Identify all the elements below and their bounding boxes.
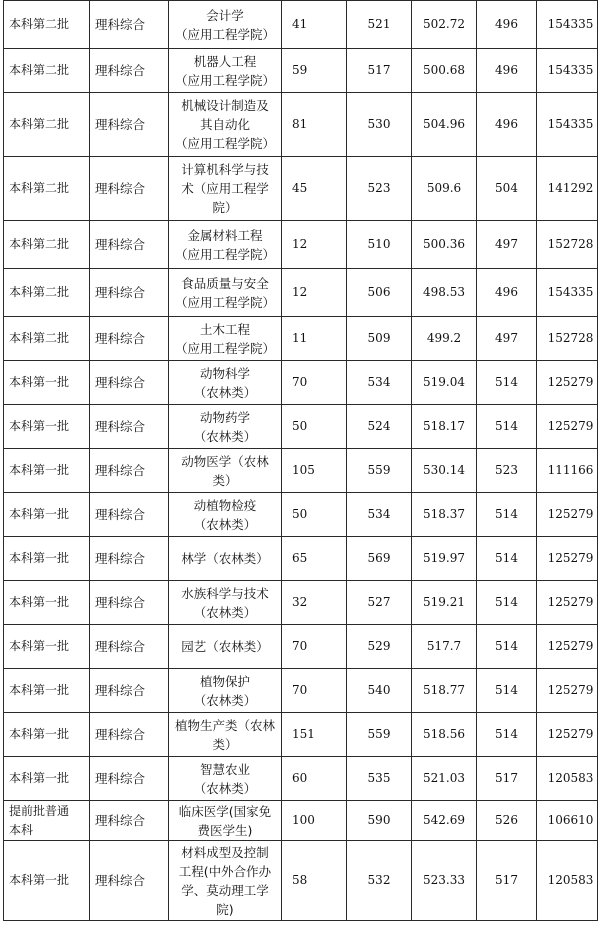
batch-cell: 本科第二批 (4, 269, 90, 317)
category-cell: 理科综合 (90, 669, 169, 713)
batch-cell: 本科第二批 (4, 49, 90, 93)
category-cell: 理科综合 (90, 405, 169, 449)
min-rank-cell: 125279 (537, 361, 598, 405)
table-row (4, 841, 598, 921)
batch-cell: 本科第一批 (4, 537, 90, 581)
major-cell: 动物科学 （农林类） (169, 361, 282, 405)
max-score-cell: 509 (347, 317, 412, 361)
major-cell: 机器人工程 （应用工程学院） (169, 49, 282, 93)
table-row (4, 537, 598, 581)
plan-count-cell: 41 (282, 1, 347, 49)
min-rank-cell: 125279 (537, 405, 598, 449)
table-row (4, 669, 598, 713)
table-row (4, 317, 598, 361)
batch-cell: 本科第一批 (4, 669, 90, 713)
min-rank-cell: 125279 (537, 713, 598, 757)
plan-count-cell: 32 (282, 581, 347, 625)
min-rank-cell: 154335 (537, 49, 598, 93)
admission-score-table-container (3, 0, 597, 921)
batch-cell: 本科第一批 (4, 493, 90, 537)
max-score-cell: 524 (347, 405, 412, 449)
batch-cell: 本科第一批 (4, 757, 90, 801)
min-score-cell: 497 (477, 221, 537, 269)
table-row (4, 757, 598, 801)
min-rank-cell: 106610 (537, 801, 598, 841)
min-score-cell: 496 (477, 269, 537, 317)
avg-score-cell: 518.37 (412, 493, 477, 537)
avg-score-cell: 504.96 (412, 93, 477, 157)
batch-cell: 本科第一批 (4, 841, 90, 921)
category-cell: 理科综合 (90, 625, 169, 669)
min-rank-cell: 154335 (537, 1, 598, 49)
major-cell: 智慧农业 （农林类） (169, 757, 282, 801)
avg-score-cell: 517.7 (412, 625, 477, 669)
avg-score-cell: 518.56 (412, 713, 477, 757)
plan-count-cell: 11 (282, 317, 347, 361)
min-score-cell: 514 (477, 669, 537, 713)
major-cell: 植物生产类（农林 类） (169, 713, 282, 757)
plan-count-cell: 70 (282, 625, 347, 669)
min-rank-cell: 120583 (537, 757, 598, 801)
max-score-cell: 529 (347, 625, 412, 669)
category-cell: 理科综合 (90, 757, 169, 801)
plan-count-cell: 50 (282, 405, 347, 449)
avg-score-cell: 519.97 (412, 537, 477, 581)
major-cell: 临床医学(国家免 费医学生) (169, 801, 282, 841)
max-score-cell: 569 (347, 537, 412, 581)
avg-score-cell: 523.33 (412, 841, 477, 921)
max-score-cell: 510 (347, 221, 412, 269)
plan-count-cell: 70 (282, 669, 347, 713)
category-cell: 理科综合 (90, 49, 169, 93)
batch-cell: 本科第二批 (4, 1, 90, 49)
category-cell: 理科综合 (90, 801, 169, 841)
category-cell: 理科综合 (90, 841, 169, 921)
min-score-cell: 517 (477, 757, 537, 801)
max-score-cell: 527 (347, 581, 412, 625)
plan-count-cell: 65 (282, 537, 347, 581)
avg-score-cell: 498.53 (412, 269, 477, 317)
min-rank-cell: 125279 (537, 493, 598, 537)
table-row (4, 449, 598, 493)
min-score-cell: 517 (477, 841, 537, 921)
min-score-cell: 514 (477, 581, 537, 625)
min-rank-cell: 152728 (537, 221, 598, 269)
min-rank-cell: 120583 (537, 841, 598, 921)
plan-count-cell: 45 (282, 157, 347, 221)
category-cell: 理科综合 (90, 493, 169, 537)
min-score-cell: 514 (477, 405, 537, 449)
category-cell: 理科综合 (90, 713, 169, 757)
avg-score-cell: 500.36 (412, 221, 477, 269)
min-score-cell: 496 (477, 1, 537, 49)
min-rank-cell: 141292 (537, 157, 598, 221)
table-row (4, 361, 598, 405)
batch-cell: 本科第二批 (4, 93, 90, 157)
max-score-cell: 523 (347, 157, 412, 221)
min-rank-cell: 154335 (537, 269, 598, 317)
avg-score-cell: 509.6 (412, 157, 477, 221)
max-score-cell: 534 (347, 361, 412, 405)
min-rank-cell: 125279 (537, 581, 598, 625)
max-score-cell: 540 (347, 669, 412, 713)
plan-count-cell: 59 (282, 49, 347, 93)
avg-score-cell: 530.14 (412, 449, 477, 493)
batch-cell: 本科第二批 (4, 221, 90, 269)
batch-cell: 本科第一批 (4, 405, 90, 449)
batch-cell: 提前批普通 本科 (4, 801, 90, 841)
category-cell: 理科综合 (90, 317, 169, 361)
batch-cell: 本科第二批 (4, 157, 90, 221)
batch-cell: 本科第一批 (4, 449, 90, 493)
avg-score-cell: 519.04 (412, 361, 477, 405)
max-score-cell: 521 (347, 1, 412, 49)
avg-score-cell: 500.68 (412, 49, 477, 93)
major-cell: 动植物检疫 （农林类） (169, 493, 282, 537)
max-score-cell: 517 (347, 49, 412, 93)
table-row (4, 405, 598, 449)
table-row (4, 581, 598, 625)
min-rank-cell: 125279 (537, 669, 598, 713)
min-score-cell: 496 (477, 93, 537, 157)
category-cell: 理科综合 (90, 581, 169, 625)
table-row (4, 493, 598, 537)
batch-cell: 本科第一批 (4, 713, 90, 757)
table-row (4, 625, 598, 669)
category-cell: 理科综合 (90, 93, 169, 157)
table-row (4, 1, 598, 49)
plan-count-cell: 60 (282, 757, 347, 801)
min-score-cell: 514 (477, 537, 537, 581)
major-cell: 动物医学（农林 类） (169, 449, 282, 493)
major-cell: 土木工程 （应用工程学院） (169, 317, 282, 361)
plan-count-cell: 12 (282, 269, 347, 317)
batch-cell: 本科第一批 (4, 581, 90, 625)
category-cell: 理科综合 (90, 361, 169, 405)
min-rank-cell: 125279 (537, 625, 598, 669)
major-cell: 植物保护 （农林类） (169, 669, 282, 713)
category-cell: 理科综合 (90, 221, 169, 269)
category-cell: 理科综合 (90, 449, 169, 493)
major-cell: 机械设计制造及 其自动化 （应用工程学院） (169, 93, 282, 157)
max-score-cell: 530 (347, 93, 412, 157)
plan-count-cell: 100 (282, 801, 347, 841)
table-body (4, 1, 598, 921)
batch-cell: 本科第二批 (4, 317, 90, 361)
table-row (4, 221, 598, 269)
major-cell: 园艺（农林类） (169, 625, 282, 669)
max-score-cell: 559 (347, 449, 412, 493)
min-rank-cell: 125279 (537, 537, 598, 581)
major-cell: 会计学 （应用工程学院） (169, 1, 282, 49)
min-score-cell: 496 (477, 49, 537, 93)
max-score-cell: 559 (347, 713, 412, 757)
avg-score-cell: 518.77 (412, 669, 477, 713)
avg-score-cell: 521.03 (412, 757, 477, 801)
min-rank-cell: 154335 (537, 93, 598, 157)
category-cell: 理科综合 (90, 269, 169, 317)
plan-count-cell: 50 (282, 493, 347, 537)
major-cell: 食品质量与安全 （应用工程学院） (169, 269, 282, 317)
plan-count-cell: 70 (282, 361, 347, 405)
max-score-cell: 534 (347, 493, 412, 537)
major-cell: 金属材料工程 （应用工程学院） (169, 221, 282, 269)
min-score-cell: 504 (477, 157, 537, 221)
min-score-cell: 514 (477, 625, 537, 669)
avg-score-cell: 518.17 (412, 405, 477, 449)
avg-score-cell: 542.69 (412, 801, 477, 841)
min-score-cell: 523 (477, 449, 537, 493)
major-cell: 计算机科学与技 术（应用工程学 院） (169, 157, 282, 221)
table-row (4, 713, 598, 757)
max-score-cell: 590 (347, 801, 412, 841)
min-score-cell: 514 (477, 361, 537, 405)
plan-count-cell: 12 (282, 221, 347, 269)
avg-score-cell: 502.72 (412, 1, 477, 49)
major-cell: 动物药学 （农林类） (169, 405, 282, 449)
category-cell: 理科综合 (90, 537, 169, 581)
table-row (4, 269, 598, 317)
avg-score-cell: 519.21 (412, 581, 477, 625)
min-score-cell: 497 (477, 317, 537, 361)
plan-count-cell: 151 (282, 713, 347, 757)
batch-cell: 本科第一批 (4, 625, 90, 669)
min-rank-cell: 152728 (537, 317, 598, 361)
table-row (4, 157, 598, 221)
min-rank-cell: 111166 (537, 449, 598, 493)
admission-score-table (3, 0, 598, 921)
major-cell: 水族科学与技术 （农林类） (169, 581, 282, 625)
min-score-cell: 514 (477, 493, 537, 537)
min-score-cell: 514 (477, 713, 537, 757)
plan-count-cell: 58 (282, 841, 347, 921)
category-cell: 理科综合 (90, 157, 169, 221)
plan-count-cell: 81 (282, 93, 347, 157)
plan-count-cell: 105 (282, 449, 347, 493)
min-score-cell: 526 (477, 801, 537, 841)
table-row (4, 801, 598, 841)
avg-score-cell: 499.2 (412, 317, 477, 361)
max-score-cell: 532 (347, 841, 412, 921)
major-cell: 材料成型及控制 工程(中外合作办 学、莫动理工学 院) (169, 841, 282, 921)
table-row (4, 93, 598, 157)
category-cell: 理科综合 (90, 1, 169, 49)
major-cell: 林学（农林类） (169, 537, 282, 581)
max-score-cell: 535 (347, 757, 412, 801)
batch-cell: 本科第一批 (4, 361, 90, 405)
max-score-cell: 506 (347, 269, 412, 317)
table-row (4, 49, 598, 93)
